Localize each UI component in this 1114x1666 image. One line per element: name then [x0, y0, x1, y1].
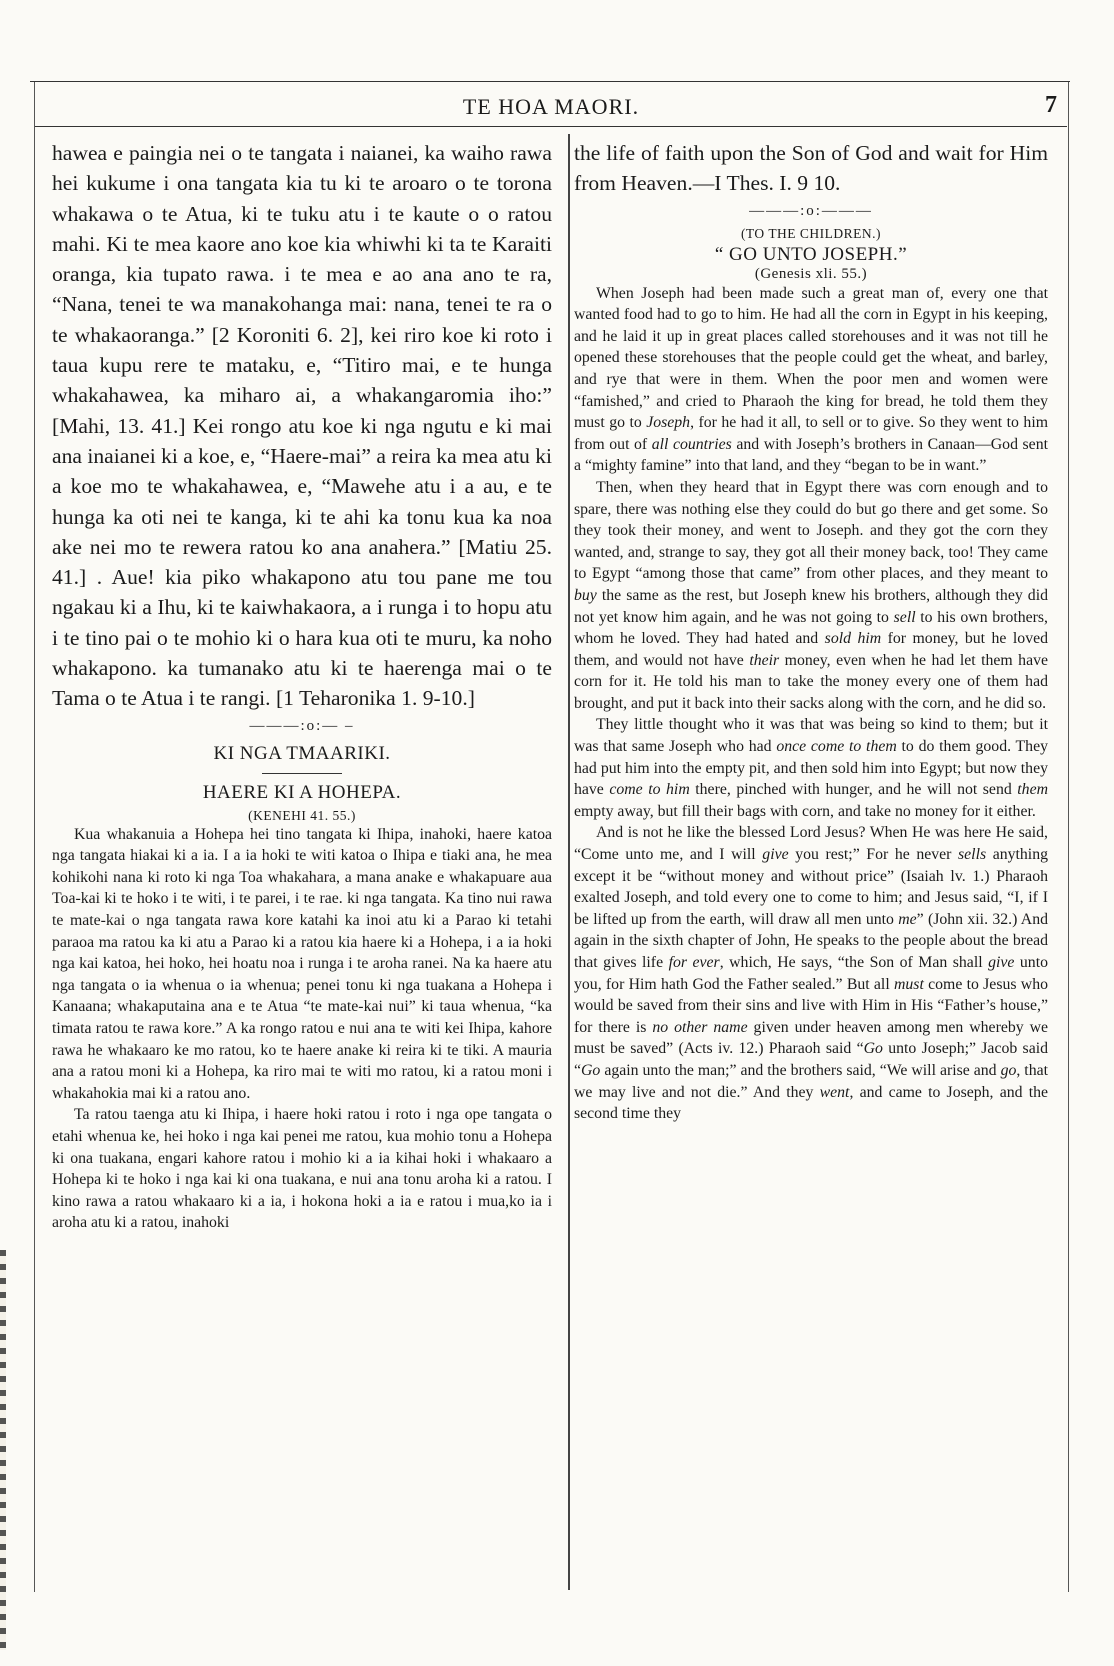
text-run: ” (John xii. 32.) And again in the sixth chapter of John, He speaks to the people about the bread that gives life	[574, 910, 1048, 971]
left-story-paragraph-1: Kua whakanuia a Hohepa hei tino tangata ki Ihipa, inahoki, haere katoa nga tangata hiakai ki a ia. I a ia hoki te witi katoa o Ihipa e tiaki ana, he mea kohikohi nana ki roto ki nga Toa whakahara, a mana anake e whakapuare aua Toa-kai ki te hoko i te witi, i te parei, i te rae. ki nga tangata. Ka tino nui rawa te mate-kai o nga tangata rawa kore katahi ka inoi atu ki a Parao ki tetahi paraoa ma ratou ka ki atu a Parao ki a ratou kia haere ki a Hohepa, i a ia hoki nga kai katoa, hei hoko, hei hoatu noa i runga i te aroha ranei. Na ka haere atu nga tangata o ia whenua o ia whenua; penei tonu ki nga tuakana a Hohepa i Kanaana; whakaputaina ana e te Atua “te mate-kai nui” ki taua whenua, “ka timata ratou te rawa kore.” A ka rongo ratou e nui ana te witi kei Ihipa, kahore rawa he whakaaro ke mo ratou, ko te haere anake ki reira ki te tiki. A mauria ana a ratou moni ki a Hohepa, ka riro mai te witi mo ratou, ki a ratou moni i whakahokia mai ki a ratou ano.	[52, 825, 552, 1102]
right-separator: ———:o:———	[749, 202, 873, 219]
text-run: , and came to Joseph, and the second time they	[574, 1083, 1048, 1123]
text-run: , that we may live and not die.” And they	[574, 1061, 1048, 1101]
left-separator: ———:o:— –	[249, 717, 355, 734]
right-story-paragraph-2	[574, 477, 1048, 715]
italic-text-run: Go	[863, 1040, 883, 1058]
left-story-reference: (KENEHI 41. 55.)	[248, 807, 356, 823]
column-divider	[568, 134, 570, 1590]
text-run: Then, when they heard that in Egypt there was corn enough and to spare, there was nothing else they could do but go there and get some. So they took their money, and went to Joseph. and they got the corn they wanted, and, strange to say, they got all their money back, too! They came to Egypt “among those that came” from other places, and they meant to	[574, 478, 1048, 583]
italic-text-run: must	[894, 975, 924, 993]
italic-text-run: went	[819, 1083, 850, 1101]
left-section-title: KI NGA TMAARIKI.	[213, 742, 391, 764]
left-story-title: HAERE KI A HOHEPA.	[202, 781, 402, 803]
italic-text-run: me	[898, 910, 917, 928]
italic-text-run: give	[988, 954, 1015, 971]
italic-text-run: them	[1017, 781, 1048, 799]
left-story-paragraph-2: Ta ratou taenga atu ki Ihipa, i haere hoki ratou i roto i nga ope tangata o etahi whenua ke, hei hoko i nga kai penei me ratou, kua mohio tonu a Hohepa ki ona tuakana, engari kahore ratou i mohio ki a ia kihai hoki i whakaaro a Hohepa ki te hoko i nga kai ki ona tuakana, e nui ana tonu aroha ki a ratou. I kino rawa a ratou whakaaro ki a ia, i hokona hoki a ia e ratou i mua,ko ia i aroha atu ki a ratou, inahoki	[52, 1106, 552, 1232]
italic-text-run: all countries	[651, 435, 732, 453]
publication-title: TE HOA MAORI.	[462, 94, 640, 119]
text-run: And is not he like the blessed Lord Jesus? When He was here He said, “Come unto me, and I will	[574, 824, 1048, 864]
right-column	[574, 138, 1048, 1125]
text-run: empty away, but fill their bags with corn, and take no money for it either.	[574, 802, 1036, 820]
text-run: , which, He says, “the Son of Man shall	[719, 954, 989, 971]
page-frame-right-rule	[1068, 82, 1069, 1592]
italic-text-run: sell	[893, 608, 916, 626]
left-column	[52, 138, 552, 1234]
running-header	[35, 90, 1067, 127]
right-story-title: “ GO UNTO JOSEPH.”	[714, 243, 908, 265]
text-run: for money, but he loved them, and would not have	[574, 630, 1048, 669]
italic-text-run: come to him	[609, 781, 690, 799]
text-run: to his own brothers, whom he loved. They had hated and	[574, 608, 1048, 648]
text-run: , for he had it all, to sell or to give. So they went to him from out of	[574, 414, 1049, 453]
italic-text-run: their	[749, 651, 780, 669]
italic-text-run: buy	[574, 586, 597, 604]
text-run: anything except it be “without money and without price” (Isaiah lv. 1.) Pharaoh exalted Joseph, and told every one to come to him; and Jesus said, “I, if I be lifted up from the earth, will draw all men unto	[574, 846, 1048, 928]
italic-text-run: once come to them	[776, 738, 897, 756]
page-frame-top-rule	[30, 81, 1070, 82]
text-run: given under heaven among men whereby we must be saved” (Acts iv. 12.) Pharaoh said “	[574, 1018, 1048, 1058]
italic-text-run: sells	[958, 846, 987, 864]
text-run: to do them good. They had put him into the empty pit, and then sold him into Egypt; but now they have	[574, 738, 1048, 799]
italic-text-run: Joseph	[646, 414, 691, 432]
italic-text-run: go	[1000, 1061, 1017, 1079]
text-run: They little thought who it was that was being so kind to them; but it was that same Joseph who had	[574, 716, 1048, 756]
right-intro-paragraph: the life of faith upon the Son of God and wait for Him from Heaven.—I Thes. I. 9 10.	[574, 141, 1048, 196]
text-run: When Joseph had been made such a great man of, every one that wanted food had to go to him. He had all the corn in Egypt in his keeping, and he laid it up in great places called storehouses and it was not till he opened these storehouses that the people could get the wheat, and barley, and rye that were in them. When the poor men and women were “famished,” and cried to Pharaoh the king for bread, he told them they must go to	[574, 284, 1048, 432]
text-run: there, pinched with hunger, and he will not send	[689, 781, 1018, 799]
text-run: and with Joseph’s brothers in Canaan—God sent a “mighty famine” into that land, and they “began to be in want.”	[574, 435, 1048, 475]
text-run: again unto the man;” and the brothers said, “We will arise and	[600, 1061, 1001, 1079]
text-run: unto Joseph;” Jacob said “	[574, 1040, 1048, 1079]
text-run: the same as the rest, but Joseph knew his brothers, although they did not yet know him again, and he was not going to	[574, 586, 1048, 626]
italic-text-run: give	[762, 846, 789, 864]
binding-edge-mark	[0, 1250, 6, 1650]
left-intro-paragraph: hawea e paingia nei o te tangata i naianei, ka waiho rawa hei kukume i ona tangata kia tu ki te aroaro o te torona whakawa o te Atua, ki te tuku atu i te kaute o o ratou mahi. Ki te mea kaore ano koe kia whiwhi ki ta te Karaiti oranga, kia tupato rawa. i te mea e ao ana ano te ra, “Nana, tenei te wa manakohanga mai: nana, tenei te ra o te whakaoranga.” [2 Koroniti 6. 2], kei riro koe ki roto i taua kupu rere te mataku, e, “Titiro mai, e te hunga whakahawea, ka miharo ai, a whakangaromia iho:” [Mahi, 13. 41.] Kei rongo atu koe ki nga ngutu e ki mai ana inaianei ki a koe, e, “Haere-mai” a reira ka mea atu ki a koe mo te whakahawea, e, “Mawehe atu i a au, e te hunga ka oti nei te kanga, ki te ahi ka tonu kua ka noa ake nei mo te rewera ratou ko ana anahera.” [Matiu 25. 41.] . Aue! kia piko whakapono atu tou pane me tou ngakau ki a Ihu, ki te kaiwhakaora, a i runga i to hopu atu i te tino pai o te mohio ki o hara kua oti te muru, ka noho whakapono. ka tumanako atu ki te haerenga mai o te Tama o te Atua i te rangi. [1 Teharonika 1. 9-10.]	[52, 141, 552, 711]
page-number: 7	[1045, 92, 1057, 118]
right-story-paragraph-3	[574, 714, 1048, 822]
right-section-note: (TO THE CHILDREN.)	[740, 225, 882, 241]
italic-text-run: sold him	[824, 630, 882, 648]
left-short-rule	[262, 773, 342, 774]
text-run: unto you, for Him hath God the Father sealed.” But all	[574, 954, 1048, 993]
page-frame-left-rule	[34, 82, 35, 1592]
right-story-paragraph-4	[574, 822, 1048, 1124]
right-story-reference: (Genesis xli. 55.)	[754, 265, 868, 282]
italic-text-run: Go	[581, 1061, 601, 1079]
italic-text-run: for ever	[668, 954, 720, 971]
text-run: money, even when he had let them have corn for it. He told his man to take the money every one of them had brought, and put it back into their sacks along with the corn, and he did so.	[574, 651, 1048, 712]
italic-text-run: no other name	[652, 1018, 748, 1036]
text-run: come to Jesus who would be saved from their sins and live with Him in His “Father’s house,” for there is	[574, 975, 1048, 1036]
right-story-paragraph-1	[574, 283, 1048, 477]
text-run: you rest;” For he never	[788, 846, 959, 864]
